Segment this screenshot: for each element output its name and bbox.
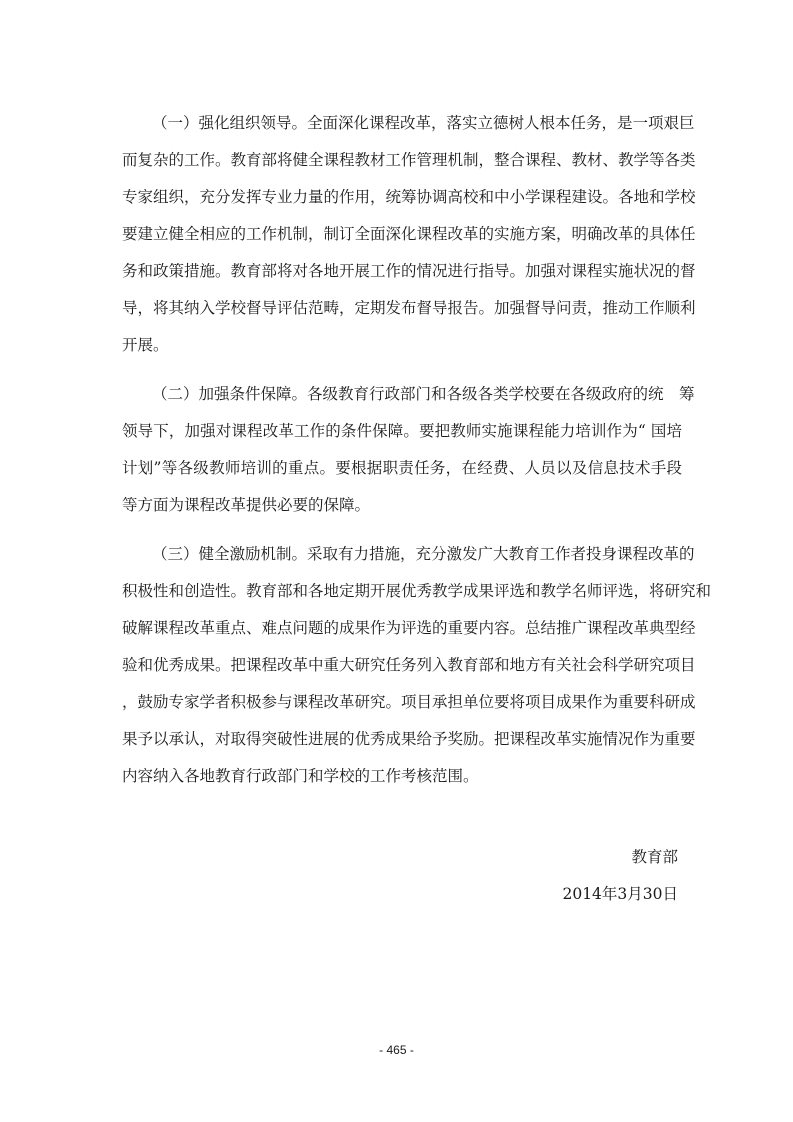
page-number: - 465 - bbox=[379, 1043, 414, 1057]
paragraph-line: 领导下，加强对课程改革工作的条件保障。要把教师实施课程能力培训作为“ 国培 bbox=[122, 422, 682, 440]
paragraph-line: 务和政策措施。教育部将对各地开展工作的情况进行指导。加强对课程实施状况的督 bbox=[122, 262, 696, 280]
paragraph-line: 而复杂的工作。教育部将健全课程教材工作管理机制，整合课程、教材、教学等各类 bbox=[122, 151, 696, 169]
paragraph-line: 果予以承认，对取得突破性进展的优秀成果给予奖励。把课程改革实施情况作为重要 bbox=[122, 730, 696, 748]
paragraph-line: 要建立健全相应的工作机制，制订全面深化课程改革的实施方案，明确改革的具体任 bbox=[122, 225, 696, 243]
paragraph-line: 专家组织，充分发挥专业力量的作用，统筹协调高校和中小学课程建设。各地和学校 bbox=[122, 188, 696, 206]
paragraph-line: 开展。 bbox=[122, 336, 169, 354]
paragraph-line: 计划”等各级教师培训的重点。要根据职责任务，在经费、人员以及信息技术手段 bbox=[122, 459, 682, 477]
paragraph-line: ，鼓励专家学者积极参与课程改革研究。项目承担单位要将项目成果作为重要科研成 bbox=[122, 693, 696, 711]
paragraph-line: （一）强化组织领导。全面深化课程改革，落实立德树人根本任务，是一项艰巨 bbox=[152, 114, 695, 132]
paragraph-line: 等方面为课程改革提供必要的保障。 bbox=[122, 496, 371, 514]
signature-date: 2014年3月30日 bbox=[562, 885, 678, 903]
paragraph-line: 验和优秀成果。把课程改革中重大研究任务列入教育部和地方有关社会科学研究项目 bbox=[122, 656, 696, 674]
paragraph-line: 积极性和创造性。教育部和各地定期开展优秀教学成果评选和教学名师评选，将研究和 bbox=[122, 582, 712, 600]
paragraph-line: （三）健全激励机制。采取有力措施，充分激发广大教育工作者投身课程改革的 bbox=[152, 545, 695, 563]
paragraph-line: 破解课程改革重点、难点问题的成果作为评选的重要内容。总结推广课程改革典型经 bbox=[122, 619, 696, 637]
paragraph-line: 导，将其纳入学校督导评估范畴，定期发布督导报告。加强督导问责，推动工作顺利 bbox=[122, 299, 696, 317]
signature-organization: 教育部 bbox=[631, 848, 678, 866]
paragraph-line: 内容纳入各地教育行政部门和学校的工作考核范围。 bbox=[122, 767, 479, 785]
paragraph-line: （二）加强条件保障。各级教育行政部门和各级各类学校要在各级政府的统 筹 bbox=[152, 385, 695, 403]
